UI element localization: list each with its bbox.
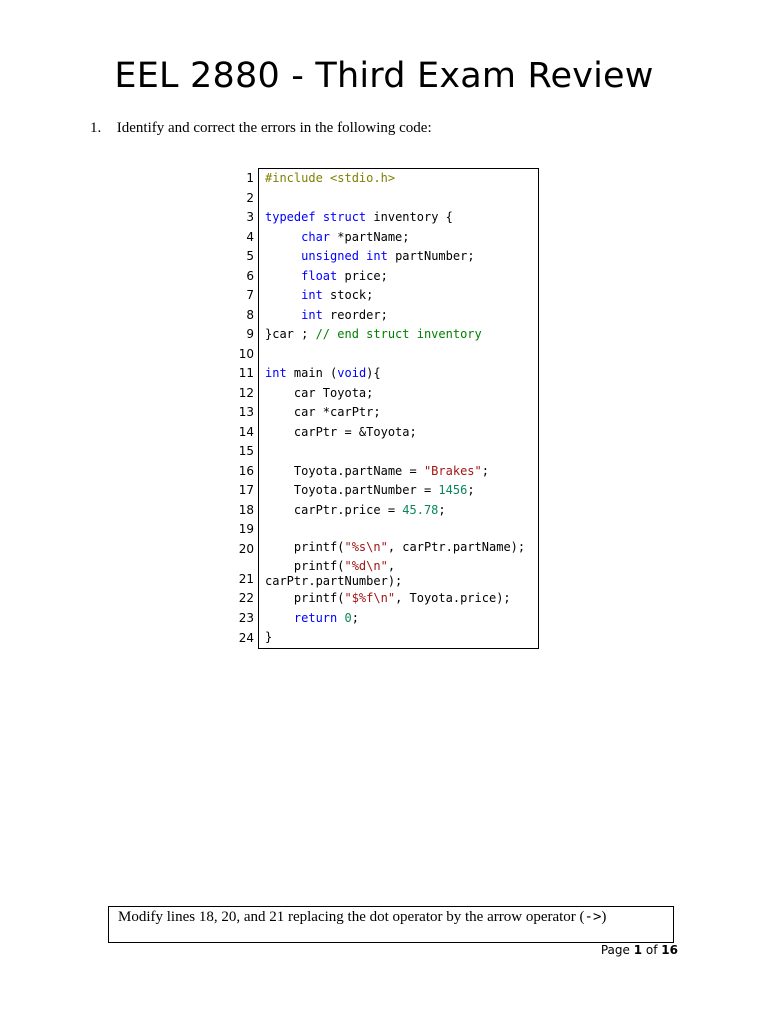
code-line — [230, 208, 539, 228]
answer-box — [108, 906, 674, 943]
code-line — [230, 169, 539, 189]
code-cell — [259, 228, 539, 248]
code-token: car *carPtr; — [265, 405, 381, 419]
code-token: 45.78 — [402, 502, 439, 517]
line-number: 22 — [238, 591, 254, 605]
code-token — [265, 230, 301, 244]
code-token: int — [301, 307, 323, 322]
line-number: 5 — [246, 249, 254, 263]
current-page: 1 — [633, 943, 643, 957]
answer-closing: ) — [601, 909, 607, 925]
code-token: void — [337, 366, 367, 380]
line-number: 18 — [238, 502, 254, 517]
code-cell — [259, 364, 539, 384]
code-line — [230, 384, 539, 404]
code-cell — [259, 540, 539, 560]
code-token: ; — [351, 610, 359, 625]
code-text — [265, 169, 538, 189]
page-footer — [601, 943, 678, 957]
code-token: struct — [322, 210, 367, 224]
code-token: #include <stdio.h> — [265, 171, 396, 185]
code-cell — [259, 208, 539, 228]
code-line — [230, 306, 539, 326]
code-token — [316, 210, 323, 224]
code-text — [265, 325, 538, 345]
code-text — [265, 247, 538, 267]
code-cell — [259, 609, 539, 629]
code-token: int — [366, 249, 388, 263]
question-number: 1. — [90, 120, 102, 136]
code-text — [265, 286, 538, 306]
code-text — [265, 384, 538, 404]
code-cell — [259, 481, 539, 501]
code-cell — [259, 247, 539, 267]
code-cell — [259, 384, 539, 404]
code-line — [230, 228, 539, 248]
code-text — [265, 481, 538, 501]
code-token: int — [265, 366, 287, 380]
code-text — [265, 423, 538, 443]
code-line — [230, 267, 539, 287]
code-text — [265, 345, 538, 365]
line-number: 8 — [246, 307, 254, 322]
code-cell — [259, 628, 539, 648]
code-text — [265, 520, 538, 540]
code-token: printf( — [265, 559, 345, 573]
code-line — [230, 628, 539, 648]
code-cell — [259, 520, 539, 540]
code-token: main ( — [286, 366, 338, 380]
code-token: reorder; — [322, 307, 388, 322]
code-cell — [259, 462, 539, 482]
code-line — [230, 501, 539, 521]
code-token: return — [293, 610, 338, 625]
code-token: 0 — [344, 610, 352, 625]
code-token: Toyota.partNumber = — [265, 483, 439, 497]
code-cell — [259, 589, 539, 609]
code-token — [265, 249, 301, 263]
code-line — [230, 423, 539, 443]
line-number: 10 — [238, 346, 254, 361]
code-listing — [230, 168, 539, 649]
code-cell — [259, 267, 539, 287]
code-line — [230, 403, 539, 423]
code-text — [265, 267, 538, 287]
page-word: Page — [600, 943, 630, 957]
code-token: stock; — [322, 288, 374, 302]
code-cell — [259, 423, 539, 443]
total-pages: 16 — [661, 943, 678, 957]
line-number: 14 — [238, 424, 254, 439]
code-token: "%d\n" — [344, 559, 388, 573]
code-token — [265, 288, 301, 302]
code-cell — [259, 325, 539, 345]
code-line — [230, 286, 539, 306]
code-text — [265, 609, 538, 629]
code-line — [230, 520, 539, 540]
of-word: of — [645, 943, 658, 957]
code-text — [265, 189, 538, 209]
code-token: inventory { — [366, 210, 453, 224]
code-token — [265, 611, 294, 625]
question-1 — [90, 120, 432, 137]
code-text — [265, 628, 538, 648]
code-line — [230, 247, 539, 267]
line-number: 24 — [238, 630, 254, 645]
code-line — [230, 559, 539, 589]
code-token: printf( — [265, 539, 345, 554]
line-number: 12 — [238, 385, 254, 400]
code-line — [230, 481, 539, 501]
code-token: carPtr.price = — [265, 502, 403, 517]
line-number: 19 — [238, 522, 254, 536]
code-token — [337, 611, 344, 625]
line-number: 3 — [246, 210, 254, 224]
answer-text: Modify lines 18, 20, and 21 replacing the dot operator by the arrow operator ( — [118, 909, 585, 925]
code-token: "$%f\n" — [344, 591, 396, 605]
code-token: price; — [337, 268, 388, 283]
code-token: ){ — [366, 366, 381, 380]
code-token: , carPtr.partName); — [387, 539, 526, 554]
line-number: 20 — [238, 541, 254, 556]
code-line — [230, 189, 539, 209]
question-text: Identify and correct the errors in the following code: — [116, 120, 432, 136]
code-cell — [259, 345, 539, 365]
line-number: 9 — [246, 327, 254, 341]
page-title: EEL 2880 - Third Exam Review — [114, 56, 654, 96]
code-text — [265, 501, 538, 521]
line-number: 11 — [238, 366, 254, 380]
code-line — [230, 364, 539, 384]
code-token — [265, 308, 301, 322]
line-number: 21 — [238, 571, 254, 586]
code-token: unsigned — [301, 249, 359, 263]
code-token: typedef — [265, 210, 316, 224]
code-cell — [259, 286, 539, 306]
code-cell — [259, 403, 539, 423]
code-token: int — [301, 288, 323, 302]
code-token: printf( — [265, 591, 345, 605]
code-text — [265, 589, 538, 609]
code-cell — [259, 559, 539, 589]
code-token: 1456 — [438, 483, 468, 497]
code-text — [265, 403, 538, 423]
code-token: partNumber; — [387, 249, 475, 263]
code-text — [265, 364, 538, 384]
code-token: , Toyota.price); — [395, 591, 511, 605]
line-number: 2 — [246, 190, 254, 205]
code-token: ; — [438, 502, 446, 517]
line-number: 17 — [238, 483, 254, 497]
code-token: } — [265, 630, 273, 644]
code-token: carPtr = &Toyota; — [265, 424, 417, 439]
code-line — [230, 442, 539, 462]
code-text — [265, 462, 538, 482]
code-token: "%s\n" — [344, 539, 388, 554]
line-number: 7 — [246, 288, 254, 302]
code-token: // end struct inventory — [315, 327, 482, 341]
code-token: *partName; — [330, 229, 410, 244]
line-number: 6 — [246, 268, 254, 283]
code-text — [265, 228, 538, 248]
code-token: char — [301, 229, 331, 244]
code-token: car Toyota; — [265, 385, 374, 400]
code-cell — [259, 189, 539, 209]
arrow-operator: -> — [584, 909, 602, 925]
code-text — [265, 540, 538, 560]
code-cell — [259, 442, 539, 462]
code-line — [230, 540, 539, 560]
code-token: "Brakes" — [423, 463, 482, 478]
code-token: Toyota.partName = — [265, 463, 424, 478]
line-number: 15 — [238, 444, 254, 458]
code-token: float — [301, 268, 338, 283]
code-cell — [259, 306, 539, 326]
code-cell — [259, 501, 539, 521]
code-text — [265, 208, 538, 228]
code-line — [230, 609, 539, 629]
code-text — [265, 306, 538, 326]
code-text — [265, 559, 538, 589]
code-line — [230, 589, 539, 609]
code-token — [265, 269, 301, 283]
line-number: 13 — [238, 405, 254, 419]
code-token: ; — [467, 483, 475, 497]
code-token: , carPtr.partNumber); — [265, 559, 403, 588]
code-table — [230, 168, 539, 649]
line-number: 4 — [246, 229, 254, 244]
code-line — [230, 325, 539, 345]
code-token: }car ; — [265, 327, 316, 341]
line-number: 1 — [246, 171, 254, 185]
code-token: ; — [481, 463, 489, 478]
code-text — [265, 442, 538, 462]
line-number: 16 — [238, 463, 254, 478]
code-line — [230, 345, 539, 365]
code-line — [230, 462, 539, 482]
code-cell — [259, 169, 539, 189]
line-number: 23 — [238, 610, 254, 625]
